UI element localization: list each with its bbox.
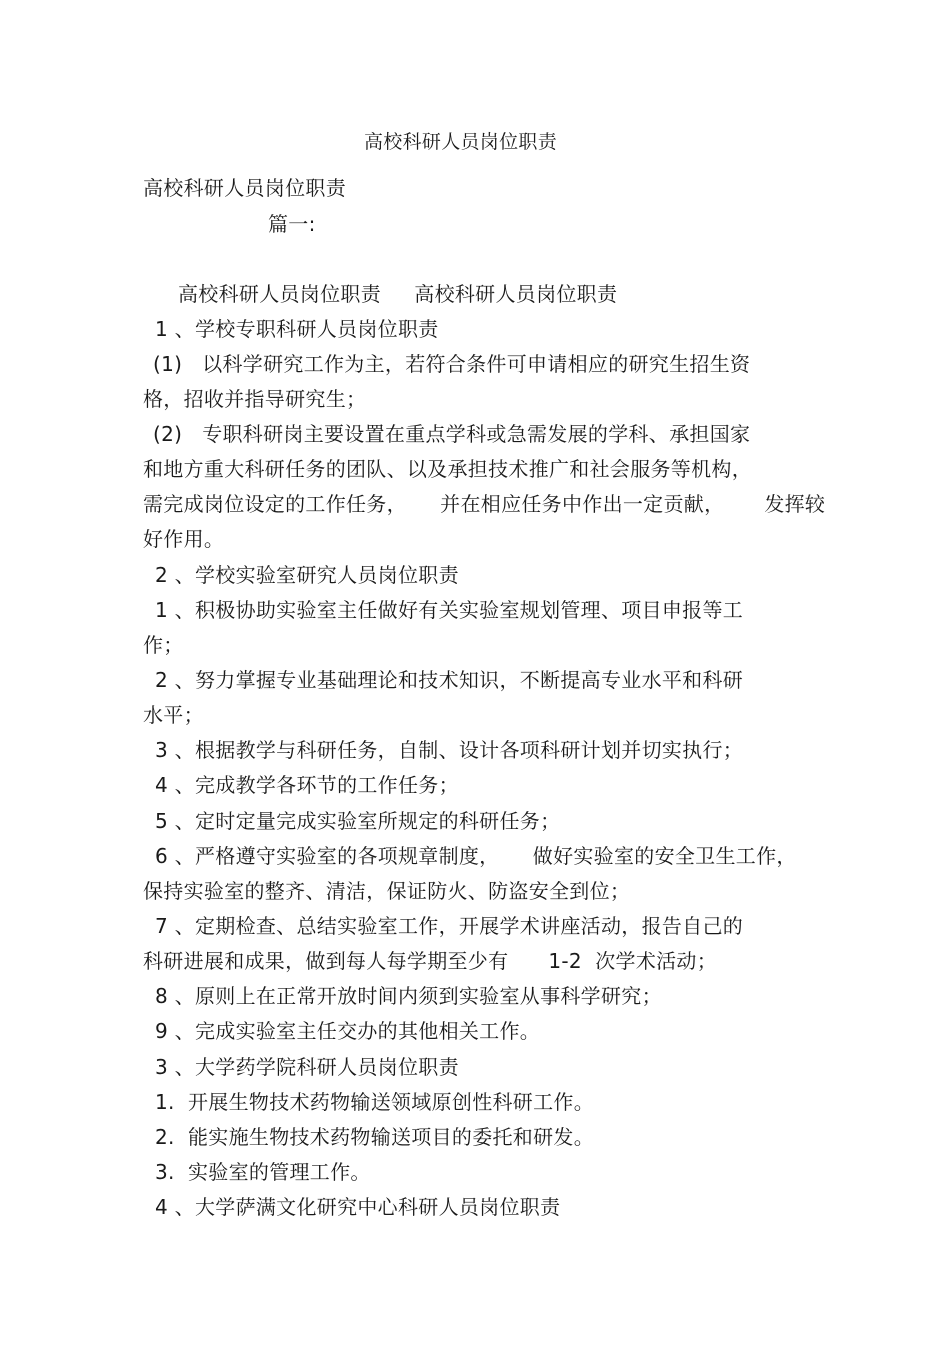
body-line: 2 、努力掌握专业基础理论和技术知识，不断提高专业水平和科研 [155,668,744,692]
body-line: 2. 能实施生物技术药物输送项目的委托和研发。 [155,1125,594,1149]
body-line: 科研进展和成果，做到每人每学期至少有 1-2 次学术活动； [143,949,718,973]
body-line: 高校科研人员岗位职责 高校科研人员岗位职责 [178,282,618,306]
body-line: 需完成岗位设定的工作任务， 并在相应任务中作出一定贡献， 发挥较 [143,492,826,516]
body-line: 保持实验室的整齐、清洁，保证防火、防盗安全到位； [143,879,631,903]
body-line: 和地方重大科研任务的团队、以及承担技术推广和社会服务等机构， [143,457,752,481]
body-line: 7 、定期检查、总结实验室工作，开展学术讲座活动，报告自己的 [155,914,744,938]
document-subtitle: 高校科研人员岗位职责 [143,176,346,200]
body-line: 3 、根据教学与科研任务，自制、设计各项科研计划并切实执行； [155,738,744,762]
part-label: 篇一: [268,212,316,236]
body-line: 4 、大学萨满文化研究中心科研人员岗位职责 [155,1195,561,1219]
body-line: 1 、学校专职科研人员岗位职责 [155,317,439,341]
body-line: 2 、学校实验室研究人员岗位职责 [155,563,459,587]
body-line: 5 、定时定量完成实验室所规定的科研任务； [155,809,561,833]
body-line: 9 、完成实验室主任交办的其他相关工作。 [155,1019,541,1043]
body-line: (2) 专职科研岗主要设置在重点学科或急需发展的学科、承担国家 [153,422,751,446]
body-line: 6 、严格遵守实验室的各项规章制度， 做好实验室的安全卫生工作， [155,844,797,868]
body-line: 作； [143,633,184,657]
body-line: 水平； [143,703,204,727]
body-line: 格，招收并指导研究生； [143,387,367,411]
body-line: 1 、积极协助实验室主任做好有关实验室规划管理、项目申报等工 [155,598,744,622]
body-line: (1) 以科学研究工作为主，若符合条件可申请相应的研究生招生资 [153,352,751,376]
body-line: 3 、大学药学院科研人员岗位职责 [155,1055,459,1079]
document-title: 高校科研人员岗位职责 [364,131,558,153]
body-line: 4 、完成教学各环节的工作任务； [155,773,459,797]
body-line: 1. 开展生物技术药物输送领域原创性科研工作。 [155,1090,594,1114]
body-line: 3. 实验室的管理工作。 [155,1160,371,1184]
body-line: 好作用。 [143,527,225,551]
body-line: 8 、原则上在正常开放时间内须到实验室从事科学研究； [155,984,662,1008]
